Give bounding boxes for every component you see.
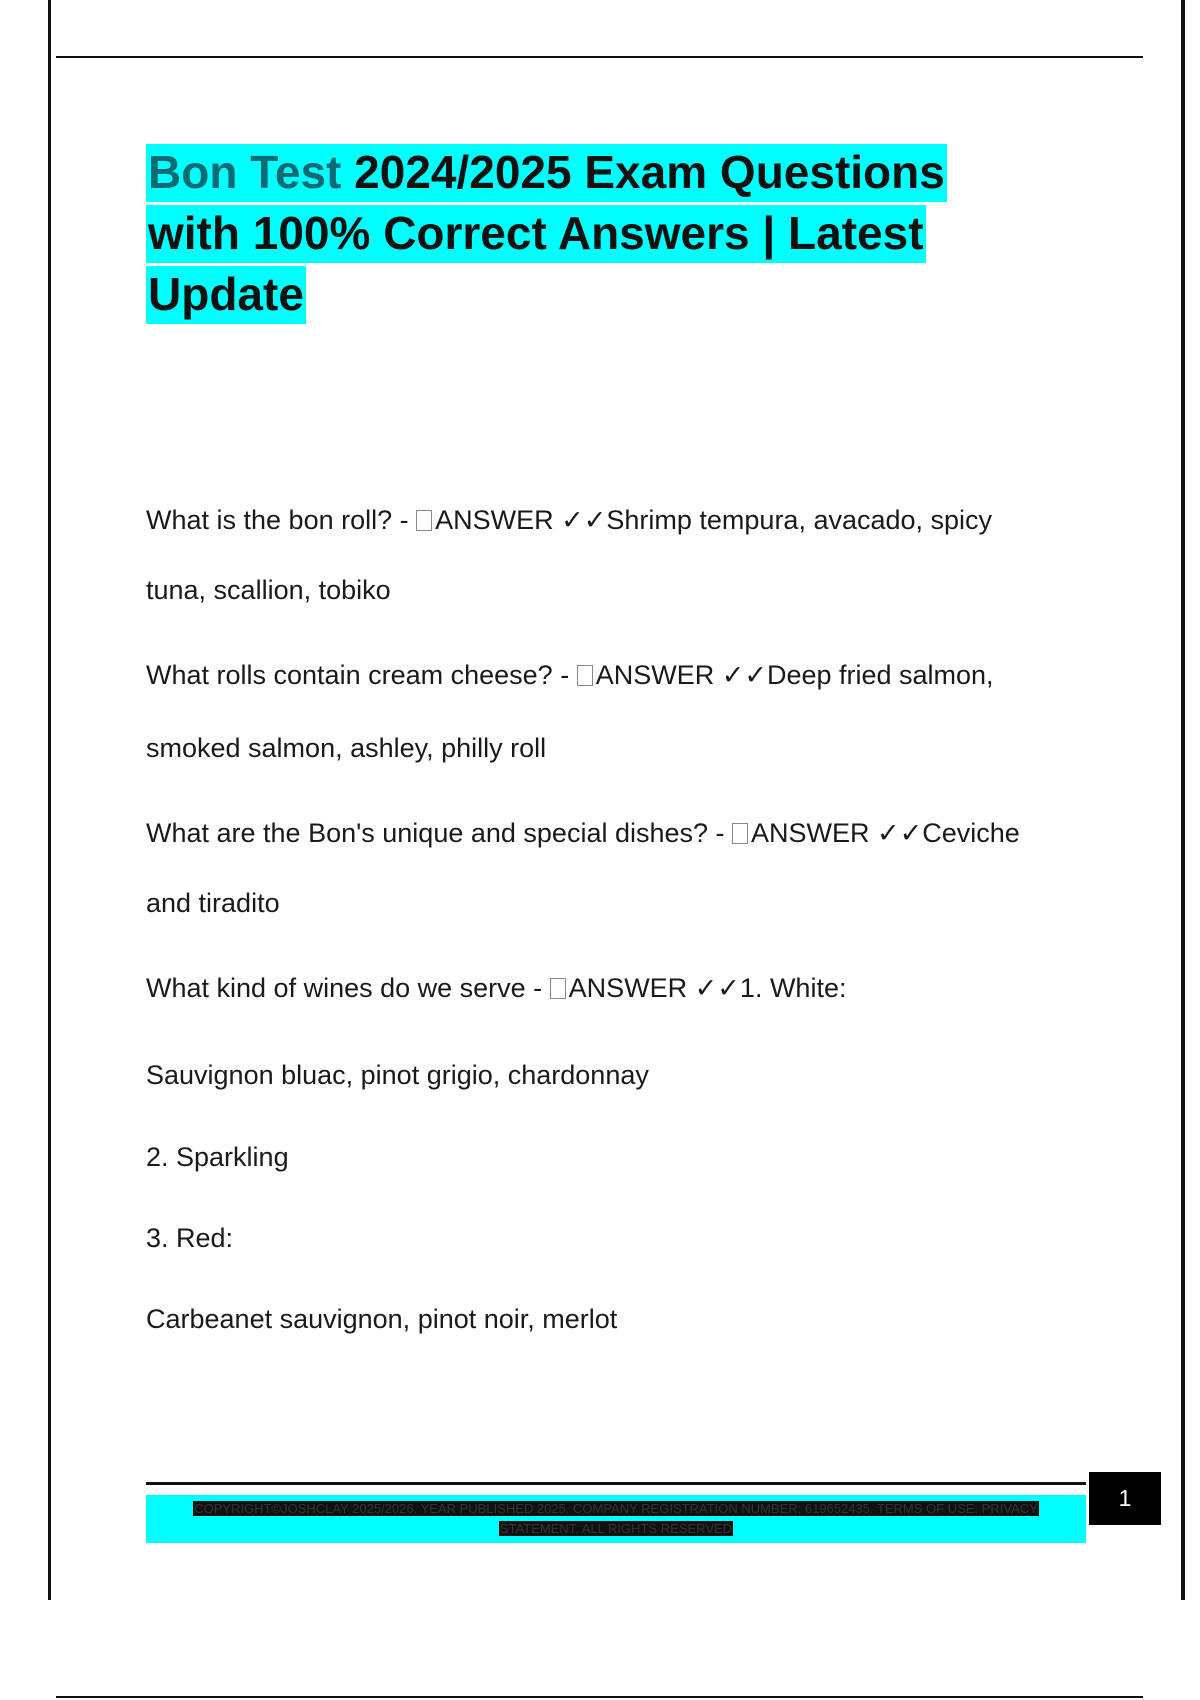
copyright-line-2: STATEMENT. ALL RIGHTS RESERVED bbox=[499, 1521, 733, 1536]
title-line-1 bbox=[146, 144, 947, 202]
answer-text: ANSWER ✓✓1. White: bbox=[568, 973, 847, 1003]
question-1-line-1 bbox=[146, 504, 1086, 536]
footer-rule bbox=[146, 1482, 1086, 1485]
title-line-2: with 100% Correct Answers | Latest bbox=[146, 205, 926, 263]
checkbox-glyph-icon bbox=[732, 823, 748, 844]
answer-text: ANSWER ✓✓Deep fried salmon, bbox=[595, 660, 994, 690]
checkbox-glyph-icon bbox=[550, 978, 566, 999]
checkbox-glyph-icon bbox=[577, 665, 593, 686]
answer-2-line-2: smoked salmon, ashley, philly roll bbox=[146, 733, 547, 763]
copyright-line-1: COPYRIGHT©JOSHCLAY 2025/2026. YEAR PUBLISHED 2025. COMPANY REGISTRATION NUMBER: 619652435. TERMS OF USE. PRIVACY bbox=[194, 1501, 1038, 1516]
answer-4-red-wines: Carbeanet sauvignon, pinot noir, merlot bbox=[146, 1304, 618, 1334]
question-4-line-1 bbox=[146, 972, 1086, 1004]
page-border-right bbox=[1181, 0, 1185, 1600]
question-3-line-1 bbox=[146, 817, 1086, 849]
answer-4-white-wines: Sauvignon bluac, pinot grigio, chardonnay bbox=[146, 1060, 649, 1090]
title-teal-text: Bon Test bbox=[148, 146, 342, 198]
title-rest-text: 2024/2025 Exam Questions bbox=[341, 146, 945, 198]
question-2-line-1 bbox=[146, 659, 1086, 691]
title-line-3: Update bbox=[146, 266, 306, 324]
answer-text: ANSWER ✓✓Ceviche bbox=[751, 818, 1020, 848]
question-text: What kind of wines do we serve - bbox=[146, 973, 550, 1003]
answer-text: ANSWER ✓✓Shrimp tempura, avacado, spicy bbox=[435, 505, 993, 535]
copyright-footer bbox=[146, 1495, 1086, 1543]
question-text: What are the Bon's unique and special dishes? - bbox=[146, 818, 733, 848]
document-title bbox=[146, 142, 1046, 325]
answer-1-line-2: tuna, scallion, tobiko bbox=[146, 575, 391, 605]
answer-4-red: 3. Red: bbox=[146, 1223, 234, 1253]
header-rule bbox=[56, 56, 1143, 58]
answer-3-line-2: and tiradito bbox=[146, 888, 280, 918]
question-text: What rolls contain cream cheese? - bbox=[146, 660, 577, 690]
next-page-rule bbox=[56, 1696, 1143, 1698]
page-border-left bbox=[48, 0, 51, 1600]
checkbox-glyph-icon bbox=[416, 510, 432, 531]
answer-4-sparkling: 2. Sparkling bbox=[146, 1142, 289, 1172]
page-number: 1 bbox=[1089, 1472, 1161, 1525]
question-text: What is the bon roll? - bbox=[146, 505, 417, 535]
